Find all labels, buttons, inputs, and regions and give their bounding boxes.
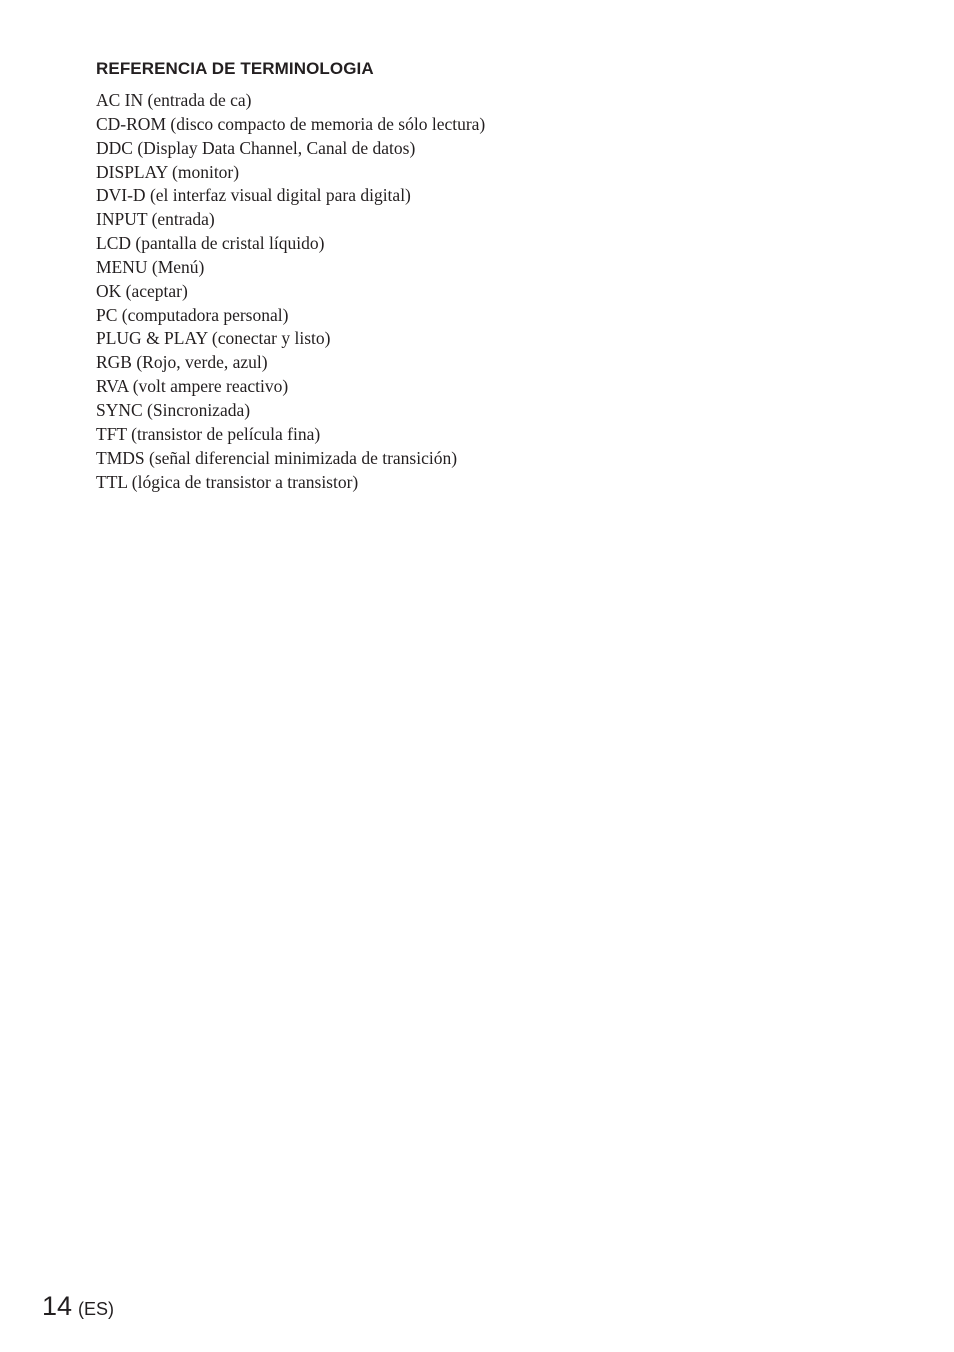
term-item: OK (aceptar) [96,280,188,301]
page-language-code: (ES) [78,1299,115,1319]
term-item: TFT (transistor de película fina) [96,423,321,444]
term-item: AC IN (entrada de ca) [96,90,252,110]
term-item: TMDS (señal diferencial minimizada de transición) [96,447,458,468]
term-item: DDC (Display Data Channel, Canal de datos) [96,137,416,158]
page-number: 14 [42,1291,73,1321]
term-item: TTL (lógica de transistor a transistor) [96,471,359,492]
section-heading: REFERENCIA DE TERMINOLOGIA [96,59,374,78]
term-item: RGB (Rojo, verde, azul) [96,352,268,373]
term-item: CD-ROM (disco compacto de memoria de sólo lectura) [96,113,486,134]
term-item: MENU (Menú) [96,256,205,277]
page-footer [42,1290,114,1325]
term-item: RVA (volt ampere reactivo) [96,376,289,397]
term-item: DVI-D (el interfaz visual digital para digital) [96,185,411,206]
term-item: DISPLAY (monitor) [96,161,240,182]
terminology-list [96,89,485,494]
term-item: LCD (pantalla de cristal líquido) [96,233,325,254]
term-item: PC (computadora personal) [96,304,289,325]
term-item: PLUG & PLAY (conectar y listo) [96,328,331,349]
term-item: SYNC (Sincronizada) [96,399,251,420]
term-item: INPUT (entrada) [96,209,215,230]
